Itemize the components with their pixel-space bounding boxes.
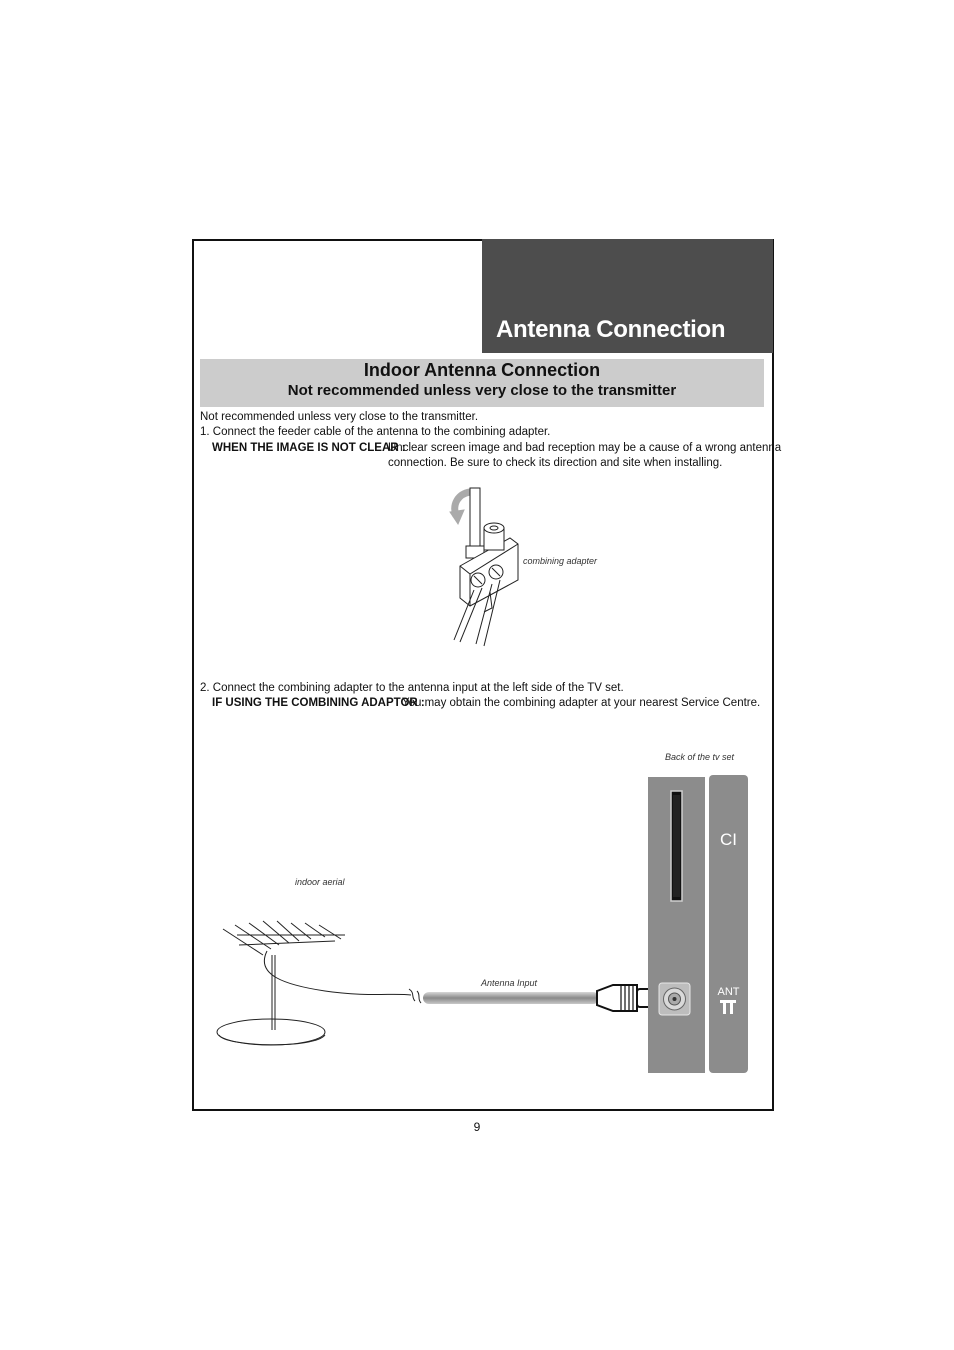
indoor-aerial-caption: indoor aerial bbox=[295, 877, 345, 887]
title-block bbox=[482, 239, 773, 353]
intro-text: Not recommended unless very close to the transmitter. bbox=[200, 411, 479, 423]
note-1-line-2: connection. Be sure to check its direction and site when installing. bbox=[388, 457, 723, 469]
note-2-label: IF USING THE COMBINING ADAPTOR : bbox=[212, 697, 425, 709]
note-2-text: You may obtain the combining adapter at your nearest Service Centre. bbox=[402, 697, 761, 709]
tv-back-caption: Back of the tv set bbox=[665, 752, 735, 762]
step-1-text: 1. Connect the feeder cable of the antenna to the combining adapter. bbox=[200, 426, 551, 438]
note-1-line-1: Unclear screen image and bad reception may be a cause of a wrong antenna bbox=[388, 442, 782, 454]
indoor-aerial-illustration bbox=[215, 915, 415, 1055]
page-number: 9 bbox=[473, 1120, 481, 1134]
tv-back-panel-illustration bbox=[648, 775, 749, 1075]
page-title: Antenna Connection bbox=[496, 316, 726, 343]
note-1-label: WHEN THE IMAGE IS NOT CLEAR : bbox=[212, 442, 406, 454]
ant-label: ANT bbox=[717, 986, 740, 998]
combining-adapter-caption: combining adapter bbox=[523, 556, 598, 566]
ci-label: CI bbox=[720, 830, 737, 849]
antenna-input-caption: Antenna Input bbox=[481, 978, 538, 988]
section-banner bbox=[200, 359, 764, 407]
antenna-cable-illustration bbox=[415, 975, 665, 1025]
section-title: Indoor Antenna Connection bbox=[363, 360, 601, 380]
section-subtitle: Not recommended unless very close to the transmitter bbox=[287, 382, 677, 399]
step-2-text: 2. Connect the combining adapter to the antenna input at the left side of the TV set. bbox=[200, 682, 624, 694]
